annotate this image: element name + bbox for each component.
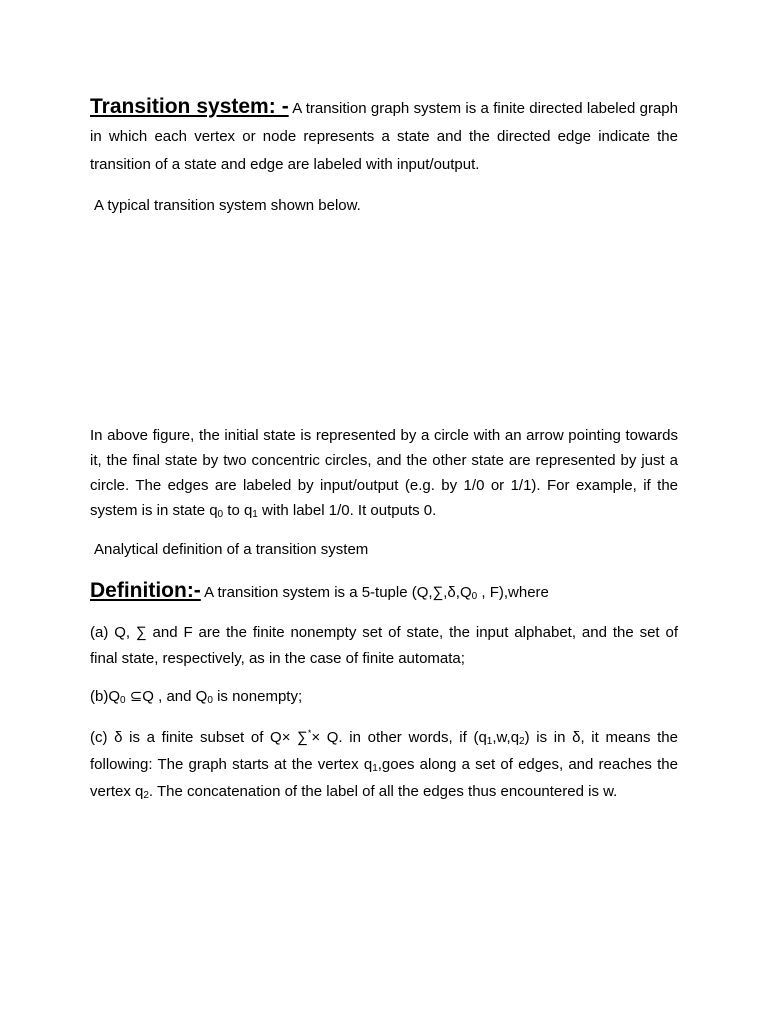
item-c — [90, 724, 678, 805]
item-c-part-5: ,goes along a set of edges, and reaches the vertex q — [90, 756, 678, 800]
definition-tail: , F),where — [477, 584, 549, 601]
definition-text: A transition system is a 5-tuple (Q,∑,δ,Q — [200, 584, 472, 601]
item-b-part-3: is nonempty; — [212, 688, 303, 705]
item-b-part-1: (b)Q — [90, 688, 120, 705]
item-c-sub-2: 2 — [519, 736, 525, 747]
item-c-part-3: ,w,q — [492, 729, 520, 746]
item-c-part-1: (c) δ is a finite subset of Q× ∑ — [90, 729, 308, 746]
analytical-definition-text: Analytical definition of a transition system — [94, 541, 369, 558]
figure-desc-text-1: In above figure, the initial state is represented by a circle with an arrow pointing towards it, the final state by two concentric circles, and the other state are represented by just a circle. The edges are labeled by input/output (e.g. by 1/0 or 1/1). For example, if the system is in state q — [90, 427, 678, 519]
item-b-sub-2: 0 — [207, 695, 213, 706]
item-c-sub-4: 2 — [143, 790, 149, 801]
typical-system-text: A typical transition system shown below. — [94, 197, 361, 214]
figure-desc-text-3: with label 1/0. It outputs 0. — [257, 502, 437, 519]
item-c-sup: * — [307, 728, 312, 738]
transition-heading: Transition system: - — [90, 95, 289, 118]
definition-paragraph — [90, 577, 678, 607]
item-c-part-4: ) is in δ, it means the following: The graph starts at the vertex q — [90, 729, 678, 773]
definition-subscript-0: 0 — [471, 591, 478, 602]
definition-heading: Definition:- — [90, 579, 201, 602]
item-c-part-2: × Q. in other words, if (q — [311, 729, 487, 746]
figure-description — [90, 423, 678, 523]
item-c-sub-3: 1 — [372, 763, 378, 774]
transition-paragraph — [90, 93, 678, 179]
subscript-1: 1 — [252, 509, 258, 520]
figure-desc-text-2: to q — [223, 502, 253, 519]
item-b — [90, 684, 678, 710]
subscript-0: 0 — [217, 509, 224, 520]
item-c-part-6: . The concatenation of the label of all the edges thus encountered is w. — [148, 783, 618, 800]
figure-placeholder — [90, 230, 678, 410]
item-b-part-2: ⊆Q , and Q — [125, 688, 208, 705]
item-b-sub-1: 0 — [120, 695, 126, 706]
item-a: (a) Q, ∑ and F are the finite nonempty set of state, the input alphabet, and the set of final state, respectively, as in the case of finite automata; — [90, 624, 678, 667]
transition-text: A transition graph system is a finite directed labeled graph in which each vertex or node represents a state and the directed edge indicate the transition of a state and edge are labeled with input/output. — [90, 100, 678, 173]
item-c-sub-1: 1 — [486, 736, 493, 747]
